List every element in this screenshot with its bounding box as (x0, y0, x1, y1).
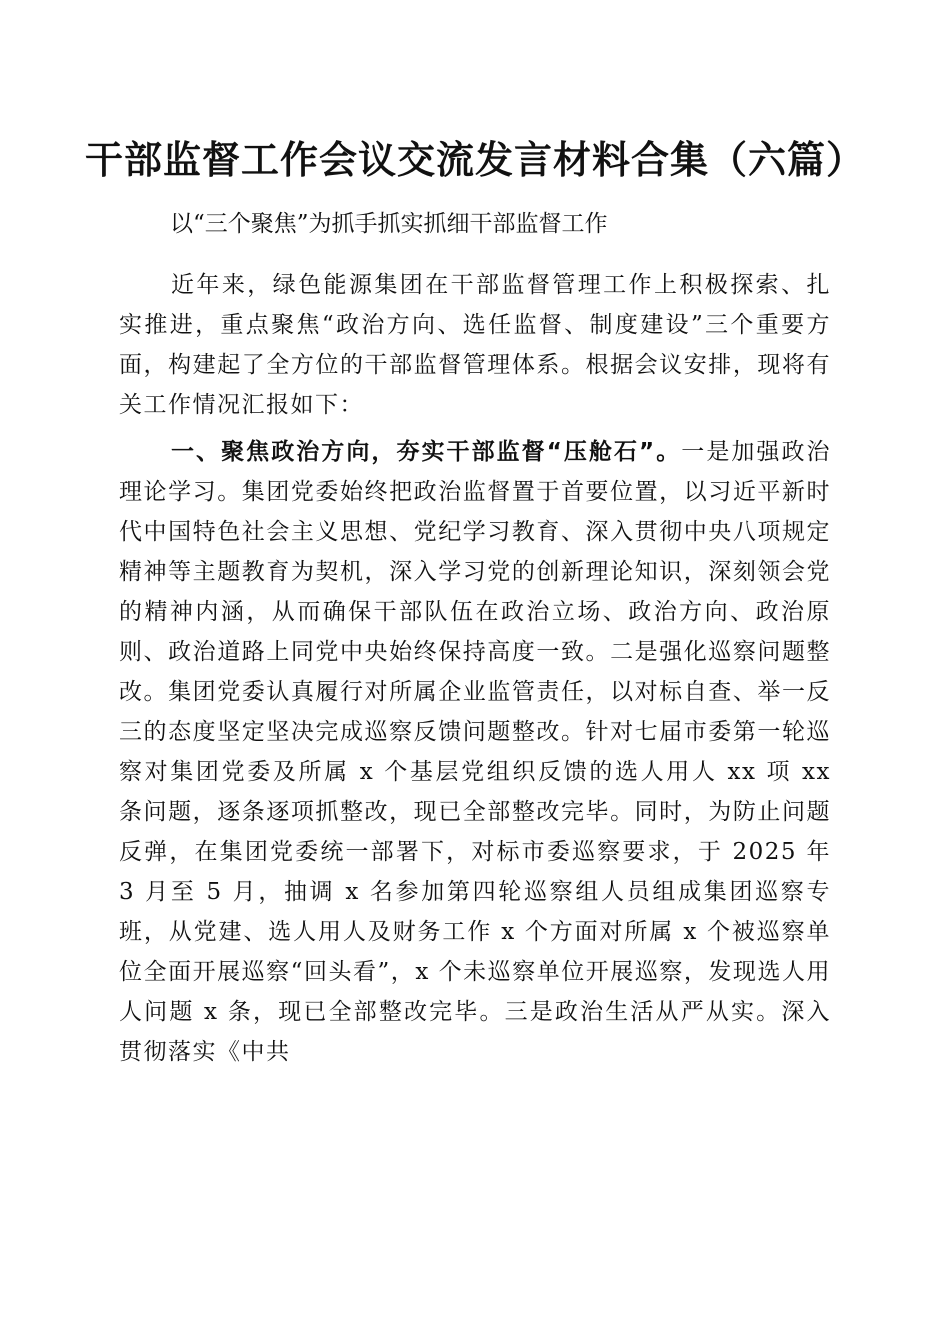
document-body (119, 265, 831, 1072)
document-title: 干部监督工作会议交流发言材料合集（六篇） (84, 137, 865, 182)
section-1-paragraph (119, 432, 831, 1072)
intro-paragraph: 近年来，绿色能源集团在干部监督管理工作上积极探索、扎实推进，重点聚焦“政治方向、选任监督、制度建设”三个重要方面，构建起了全方位的干部监督管理体系。根据会议安排，现将有关工作情况汇报如下： (119, 272, 831, 418)
section-1-heading: 一、聚焦政治方向，夯实干部监督“压舱石”。 (171, 439, 682, 465)
section-1-body: 一是加强政治理论学习。集团党委始终把政治监督置于首要位置，以习近平新时代中国特色社会主义思想、党纪学习教育、深入贯彻中央八项规定精神等主题教育为契机，深入学习党的创新理论知识，深刻领会党的精神内涵，从而确保干部队伍在政治立场、政治方向、政治原则、政治道路上同党中央始终保持高度一致。二是强化巡察问题整改。集团党委认真履行对所属企业监管责任，以对标自查、举一反三的态度坚定坚决完成巡察反馈问题整改。针对七届市委第一轮巡察对集团党委及所属 x 个基层党组织反馈的选人用人 xx 项 xx 条问题，逐条逐项抓整改，现已全部整改完毕。同时，为防止问题反弹，在集团党委统一部署下，对标市委巡察要求，于 2025 年 3 月至 5 月，抽调 x 名参加第四轮巡察组人员组成集团巡察专班，从党建、选人用人及财务工作 x 个方面对所属 x 个被巡察单位全面开展巡察“回头看”，x 个未巡察单位开展巡察，发现选人用人问题 x 条，现已全部整改完毕。三是政治生活从严从实。深入贯彻落实《中共 (119, 439, 832, 1065)
document-subtitle: 以“三个聚焦”为抓手抓实抓细干部监督工作 (170, 211, 608, 237)
